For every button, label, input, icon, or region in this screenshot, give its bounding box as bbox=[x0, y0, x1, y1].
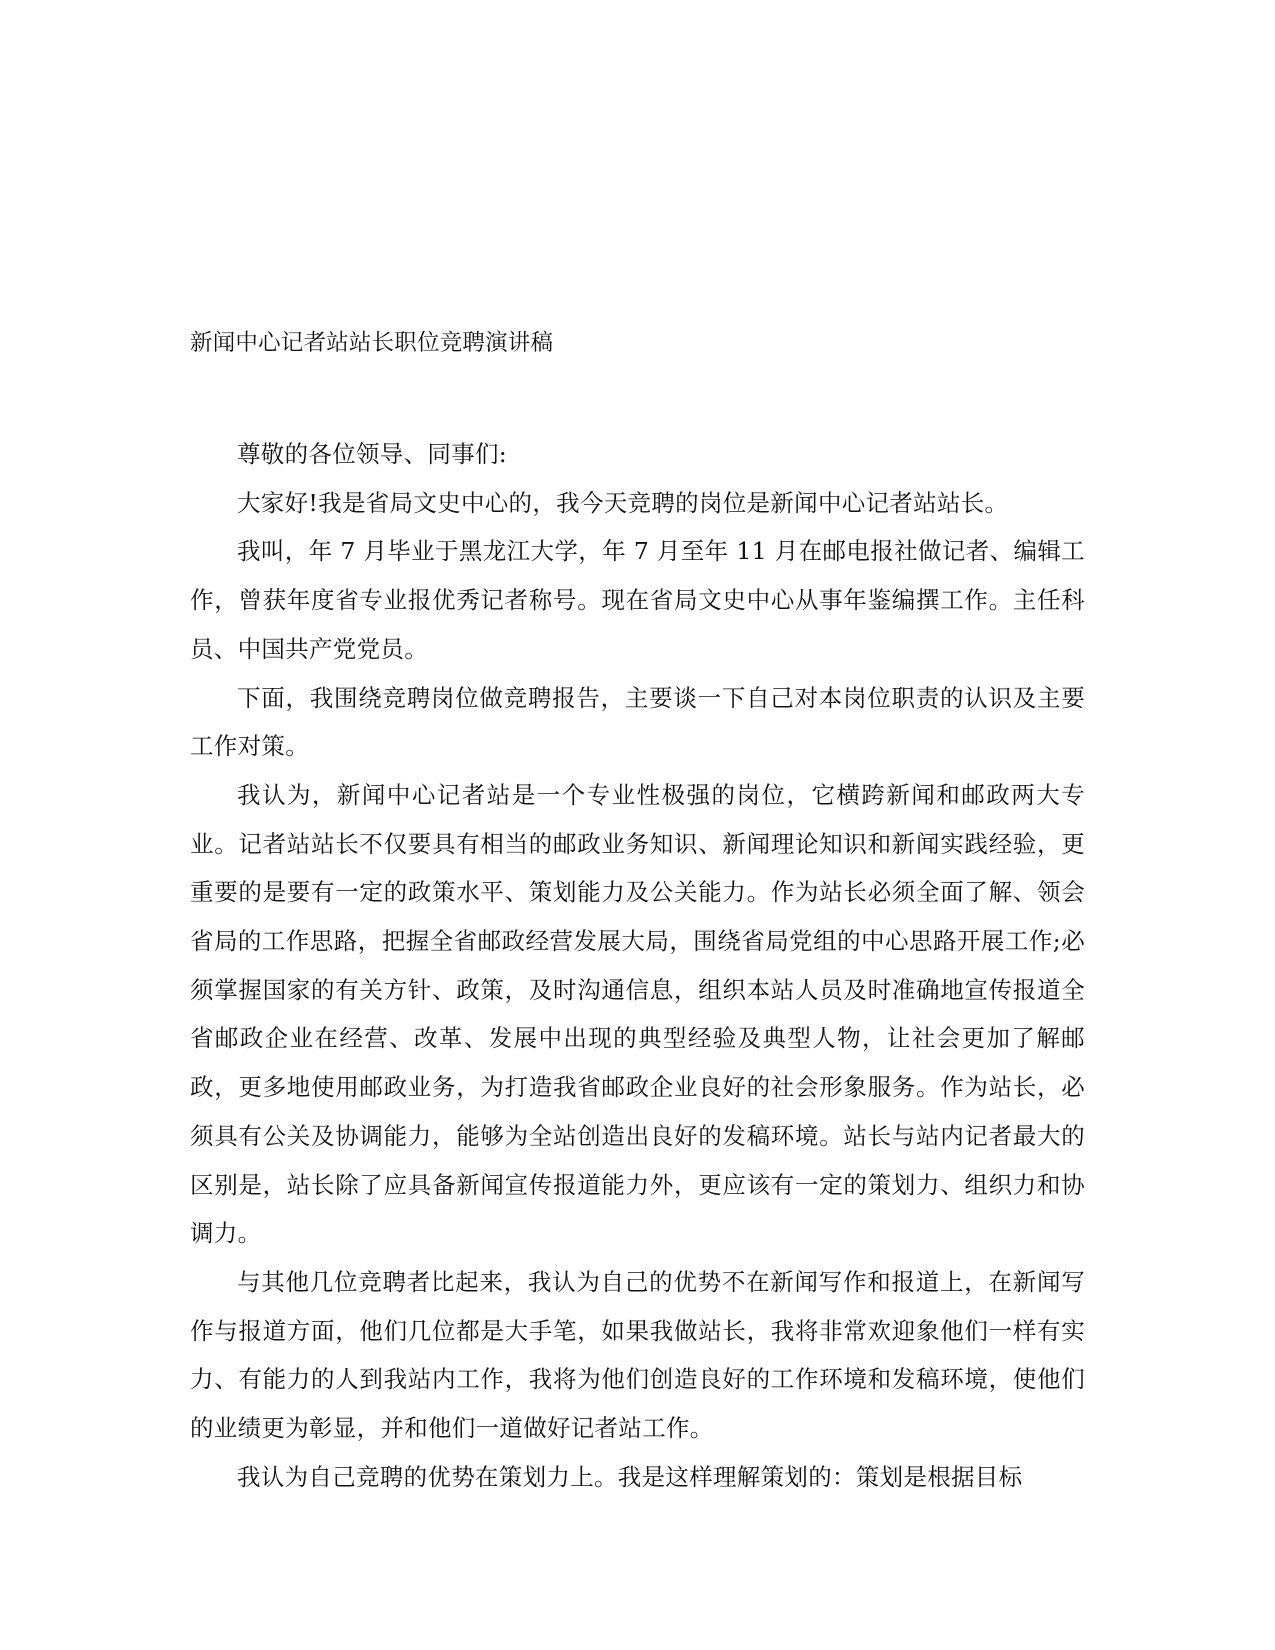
paragraph-comparison: 与其他几位竞聘者比起来，我认为自己的优势不在新闻写作和报道上，在新闻写作与报道方面，他们几位都是大手笔，如果我做站长，我将非常欢迎象他们一样有实力、有能力的人到我站内工作，我将为他们创造良好的工作环境和发稿环境，使他们的业绩更为彰显，并和他们一道做好记者站工作。 bbox=[190, 1267, 1085, 1443]
paragraph-salutation: 尊敬的各位领导、同事们: bbox=[237, 440, 508, 468]
document-title: 新闻中心记者站站长职位竞聘演讲稿 bbox=[190, 330, 554, 356]
paragraph-report-outline: 下面，我围绕竞聘岗位做竞聘报告，主要谈一下自己对本岗位职责的认识及主要工作对策。 bbox=[190, 683, 1085, 761]
paragraph-self-introduction: 我叫，年 7 月毕业于黑龙江大学，年 7 月至年 11 月在邮电报社做记者、编辑工作，曾获年度省专业报优秀记者称号。现在省局文史中心从事年鉴编撰工作。主任科员、中国共产党党员。 bbox=[190, 537, 1085, 663]
paragraph-greeting: 大家好!我是省局文史中心的，我今天竞聘的岗位是新闻中心记者站站长。 bbox=[237, 488, 1009, 517]
document-body bbox=[190, 430, 1085, 1501]
paragraph-planning-advantage: 我认为自己竞聘的优势在策划力上。我是这样理解策划的：策划是根据目标 bbox=[237, 1462, 1023, 1491]
paragraph-position-understanding: 我认为，新闻中心记者站是一个专业性极强的岗位，它横跨新闻和邮政两大专业。记者站站长不仅要具有相当的邮政业务知识、新闻理论知识和新闻实践经验，更重要的是要有一定的政策水平、策划能力及公关能力。作为站长必须全面了解、领会省局的工作思路，把握全省邮政经营发展大局，围绕省局党组的中心思路开展工作;必须掌握国家的有关方针、政策，及时沟通信息，组织本站人员及时准确地宣传报道全省邮政企业在经营、改革、发展中出现的典型经验及典型人物，让社会更加了解邮政，更多地使用邮政业务，为打造我省邮政企业良好的社会形象服务。作为站长，必须具有公关及协调能力，能够为全站创造出良好的发稿环境。站长与站内记者最大的区别是，站长除了应具备新闻宣传报道能力外，更应该有一定的策划力、组织力和协调力。 bbox=[190, 780, 1085, 1248]
